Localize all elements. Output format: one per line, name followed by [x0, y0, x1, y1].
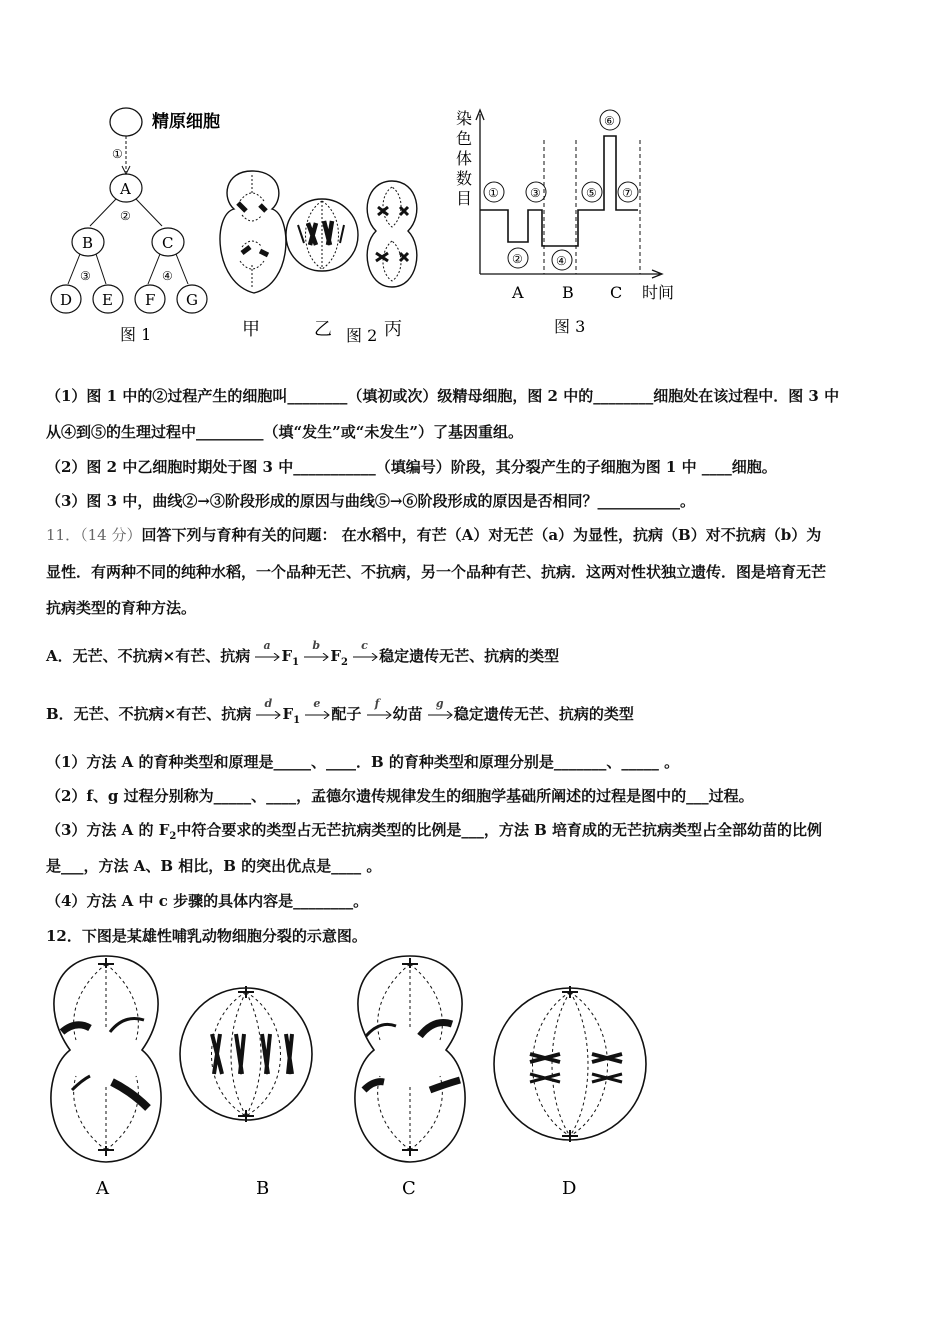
method-a-f2: $F_2$	[330, 647, 348, 668]
arrow-g: g	[428, 708, 454, 722]
node-b-label: B	[82, 234, 94, 252]
y-label-2: 色	[456, 129, 473, 148]
method-b-seedling: 幼苗	[392, 705, 423, 723]
step-label-2: ②	[120, 209, 131, 223]
spermatogonium-node	[110, 108, 142, 136]
q11-part3-line2: 是___，方法 A、B 相比，B 的突出优点是____ 。	[46, 857, 382, 875]
step-label-3: ③	[80, 269, 91, 283]
method-b-gamete: 配子	[331, 705, 362, 723]
cell-d-label: D	[562, 1178, 577, 1199]
x-tick-a: A	[512, 283, 524, 302]
cell-b-label: B	[256, 1178, 270, 1199]
stage-label-4: ④	[556, 254, 567, 268]
x-tick-b: B	[562, 283, 574, 302]
figure-2-cells	[212, 165, 437, 350]
q10-part2: （2）图 2 中乙细胞时期处于图 3 中___________（填编号）阶段，其分裂产生的子细胞为图 1 中 ____细胞。	[46, 458, 777, 476]
cell-c-label: C	[402, 1178, 416, 1199]
q11-part1: （1）方法 A 的育种类型和原理是_____、____．B 的育种类型和原理分别是_______、_____ 。	[46, 753, 680, 771]
method-b-prefix: B．无芒、不抗病×有芒、抗病	[46, 705, 252, 723]
q10-part1-line1: （1）图 1 中的②过程产生的细胞叫________（填初或次）级精母细胞，图 2 中的________细胞处在该过程中．图 3 中	[46, 387, 840, 405]
q11-score: （14 分）	[80, 526, 142, 544]
arrow-e: e	[305, 708, 331, 722]
figure-1-title: 精原细胞	[152, 112, 220, 132]
cell-yi-label: 乙	[314, 319, 332, 340]
x-axis-label: 时间	[642, 283, 675, 302]
cell-b	[180, 986, 312, 1122]
y-label-4: 数	[456, 169, 473, 188]
q11-part4: （4）方法 A 中 c 步骤的具体内容是________。	[46, 892, 369, 910]
y-label-3: 体	[456, 149, 473, 168]
node-g-label: G	[186, 291, 198, 309]
q11-part2: （2）f、g 过程分别称为_____、____，孟德尔遗传规律发生的细胞学基础所阐述的过程是图中的___过程。	[46, 787, 754, 805]
node-a-label: A	[120, 180, 131, 198]
cell-bing-label: 丙	[384, 319, 402, 340]
method-b-f1: $F_1$	[282, 705, 301, 726]
q11-part3-line1: （3）方法 A 的 $F_2$中符合要求的类型占无芒抗病类型的比例是___，方法 B 培育成的无芒抗病类型占全部幼苗的比例	[46, 821, 823, 842]
cell-jia	[220, 171, 286, 293]
cell-c	[355, 956, 465, 1162]
q11-stem-line3: 抗病类型的育种方法。	[46, 599, 197, 617]
q10-part1-line2: 从④到⑤的生理过程中_________（填“发生”或“未发生”）了基因重组。	[46, 423, 524, 441]
cell-d	[494, 986, 646, 1142]
arrow-c: c	[353, 650, 379, 664]
arrow-f: f	[367, 708, 393, 722]
stage-label-3: ③	[530, 186, 541, 200]
q11-stem-line2: 显性．有两种不同的纯种水稻，一个品种无芒、不抗病，另一个品种有芒、抗病．这两对性状独立遗传．图是培育无芒	[46, 563, 827, 581]
node-d-label: D	[60, 291, 73, 309]
arrow-d: d	[256, 708, 282, 722]
stage-label-1: ①	[488, 186, 499, 200]
method-b-line	[46, 697, 910, 731]
figure-1-caption: 图 1	[120, 325, 152, 344]
cell-bing	[367, 181, 417, 287]
figure-3-chromosome-graph	[450, 100, 690, 345]
q12-stem: 12．下图是某雄性哺乳动物细胞分裂的示意图。	[46, 927, 367, 945]
stage-label-7: ⑦	[622, 186, 633, 200]
method-a-end: 稳定遗传无芒、抗病的类型	[379, 647, 560, 665]
stage-label-5: ⑤	[586, 186, 597, 200]
step-label-4: ④	[162, 269, 173, 283]
method-a-prefix: A．无芒、不抗病×有芒、抗病	[46, 647, 251, 665]
step-label-1: ①	[112, 147, 123, 161]
q11-stem-line1	[46, 525, 910, 545]
cell-jia-label: 甲	[242, 319, 260, 340]
node-f-label: F	[145, 291, 156, 309]
arrow-a: a	[255, 650, 281, 664]
cell-a	[51, 956, 161, 1162]
method-b-end: 稳定遗传无芒、抗病的类型	[453, 705, 634, 723]
q10-part3: （3）图 3 中，曲线②→③阶段形成的原因与曲线⑤→⑥阶段形成的原因是否相同？___________。	[46, 492, 695, 510]
method-a-f1: $F_1$	[281, 647, 300, 668]
cell-a-label: A	[96, 1178, 109, 1199]
arrow-b: b	[304, 650, 330, 664]
figure-q12-cell-division	[40, 950, 660, 1210]
q11-number: 11．	[46, 526, 81, 544]
figure-1-lineage-tree	[40, 100, 240, 350]
stage-label-2: ②	[512, 252, 523, 266]
figure-2-caption: 图 2	[346, 326, 378, 345]
node-e-label: E	[102, 291, 113, 309]
x-tick-c: C	[610, 283, 623, 302]
stage-label-6: ⑥	[604, 114, 615, 128]
y-label-5: 目	[456, 189, 473, 208]
cell-yi	[286, 199, 358, 271]
figure-3-caption: 图 3	[554, 317, 586, 336]
y-label-1: 染	[456, 109, 473, 128]
method-a-line	[46, 639, 910, 673]
q11-stem-text: 回答下列与育种有关的问题： 在水稻中，有芒（A）对无芒（a）为显性，抗病（B）对不抗病（b）为	[141, 526, 822, 544]
node-c-label: C	[162, 234, 174, 252]
